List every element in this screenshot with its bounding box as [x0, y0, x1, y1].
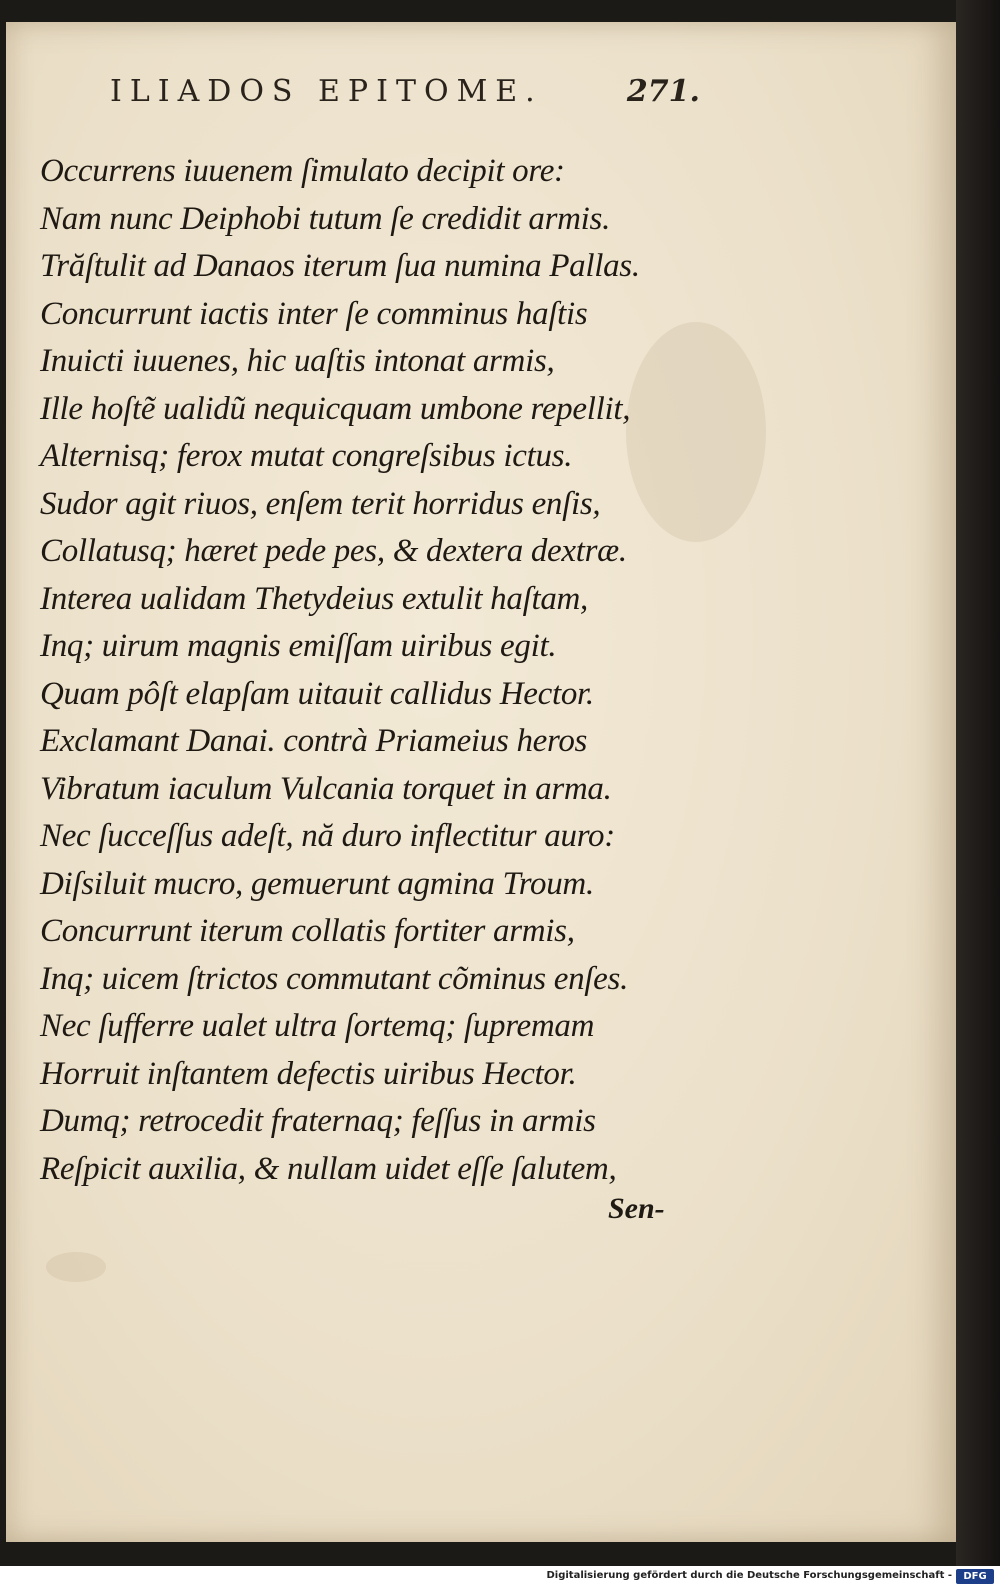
verse-line: Nec ſufferre ualet ultra ſortemq; ſupremam: [40, 1008, 595, 1044]
page-number: 271.: [626, 74, 700, 109]
verse-line: Vibratum iaculum Vulcania torquet in arma.: [40, 770, 612, 807]
verse-line: Concurrunt iterum collatis fortiter armis,: [40, 913, 575, 949]
verse-line: Reſpicit auxilia, & nullam uidet eſſe ſalutem,: [40, 1150, 617, 1187]
verse-line: Ille hoſtẽ ualidũ nequicquam umbone repellit,: [40, 390, 631, 427]
dfg-logo: DFG: [956, 1569, 994, 1584]
verse-line: Exclamant Danai. contrà Priameius heros: [40, 723, 588, 759]
catchword: Sen-: [608, 1192, 665, 1225]
verse-line: Horruit inſtantem defectis uiribus Hector.: [40, 1055, 577, 1092]
verse-line: Alternisq; ferox mutat congreſsibus ictus.: [40, 438, 573, 474]
footer-bar: [0, 1566, 1000, 1588]
verse-line: Nam nunc Deiphobi tutum ſe credidit armis.: [40, 200, 611, 237]
verse-line: Diſsiluit mucro, gemuerunt agmina Troum.: [40, 865, 594, 902]
funding-credit: Digitalisierung gefördert durch die Deutsche Forschungsgemeinschaft -: [546, 1570, 952, 1581]
verse-line: Interea ualidam Thetydeius extulit haſtam,: [40, 580, 588, 617]
verse-line: Nec ſucceſſus adeſt, nă duro inflectitur auro:: [40, 818, 615, 854]
verse-list: [40, 148, 690, 1193]
verse-line: Inq; uicem ſtrictos commutant cõminus enſes.: [40, 960, 629, 997]
verse-line: Sudor agit riuos, enſem terit horridus enſis,: [40, 485, 601, 522]
verse-line: Occurrens iuuenem ſimulato decipit ore:: [40, 153, 565, 189]
verse-line: Quam pôſt elapſam uitauit callidus Hector.: [40, 675, 594, 712]
running-title: ILIADOS EPITOME.: [110, 74, 543, 109]
verse-line: Trăſtulit ad Danaos iterum ſua numina Pallas.: [40, 248, 640, 284]
running-head: [110, 74, 700, 120]
verse-line: Collatusq; hæret pede pes, & dextera dextræ.: [40, 533, 627, 569]
verse-line: Inq; uirum magnis emiſſam uiribus egit.: [40, 628, 557, 664]
verse-line: Inuicti iuuenes, hic uaſtis intonat armis,: [40, 343, 555, 379]
verse-line: Dumq; retrocedit fraternaq; feſſus in armis: [40, 1103, 596, 1139]
paper-stain: [46, 1252, 106, 1282]
verse-line: Concurrunt iactis inter ſe comminus haſtis: [40, 295, 588, 332]
